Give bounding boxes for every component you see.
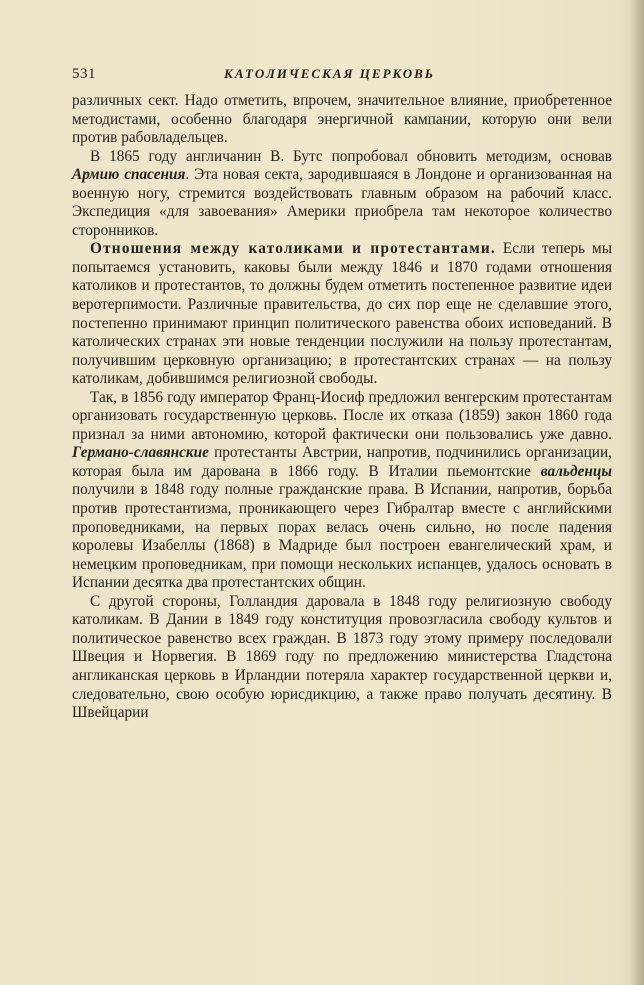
paragraph-4 (72, 389, 612, 593)
paragraph-2 (72, 148, 612, 241)
page-header (72, 66, 614, 90)
salvation-army-term: Армию спасения (72, 166, 186, 184)
paragraph-2-part-2: . Эта новая секта, зародившаяся в Лондоне и организованная на военную ногу, стремится воздействовать главным образом на рабочий класс. Экспедиция «для завоевания» Америки приобрела там некоторое количество сторонников. (72, 166, 612, 239)
waldensians-term: вальденцы (540, 462, 612, 480)
paragraph-4-part-2: протестанты Австрии, напротив, подчинились организации, которая была им дарована в 1866 году. В Италии пьемонтские (72, 444, 612, 480)
germano-slavic-term: Германо-славянские (72, 444, 209, 462)
body-text (72, 92, 612, 723)
paragraph-4-part-1: Так, в 1856 году император Франц-Иосиф предложил венгерским протестантам организовать государственную церковь. После их отказа (1859) закон 1860 года признал за ними автономию, которой фактически они пользовались уже давно. (72, 388, 612, 443)
section-heading: Отношения между католиками и протестантами. (90, 240, 496, 258)
paragraph-1: различных сект. Надо отметить, впрочем, значительное влияние, приобретенное методистами, особенно благодаря энергичной кампании, которую они вели против рабовладельцев. (72, 92, 612, 147)
page-number: 531 (72, 66, 96, 82)
page-edge-shadow (630, 0, 644, 985)
paragraph-2-part-1: В 1865 году англичанин В. Бутс попробовал обновить методизм, основав (90, 147, 612, 165)
paragraph-3-text: Если теперь мы попытаемся установить, каковы были между 1846 и 1870 годами отношения католиков и протестантов, то должны будем отметить постепенное развитие идеи веротерпимости. Различные правительства, до сих пор еще не сделавшие этого, постепенно принимают принцип политического равенства обоих исповеданий. В католических странах эти новые тенденции послужили на пользу протестантам, получившим церковную организацию; в протестантских странах — на пользу католикам, добившимся религиозной свободы. (72, 240, 612, 388)
paragraph-3 (72, 240, 612, 388)
paragraph-4-part-3: получили в 1848 году полные гражданские права. В Испании, напротив, борьба против протестантизма, проникающего через Гибралтар вместе с английскими проповедниками, на первых порах велась очень сильно, но после падения королевы Изабеллы (1868) в Мадриде был построен евангелический храм, и немецким проповедникам, при помощи нескольких испанцев, удалось основать в Испании десятка два протестантских общин. (72, 481, 612, 592)
paragraph-5: С другой стороны, Голландия даровала в 1848 году религиозную свободу католикам. В Дании в 1849 году конституция провозгласила свободу культов и политическое равенство всех граждан. В 1873 году этому примеру последовали Швеция и Норвегия. В 1869 году по предложению министерства Гладстона англиканская церковь в Ирландии потеряла характер государственной церкви и, следовательно, свою особую юрисдикцию, а также право получать десятину. В Швейцарии (72, 592, 612, 722)
running-title: КАТОЛИЧЕСКАЯ ЦЕРКОВЬ (224, 66, 436, 81)
